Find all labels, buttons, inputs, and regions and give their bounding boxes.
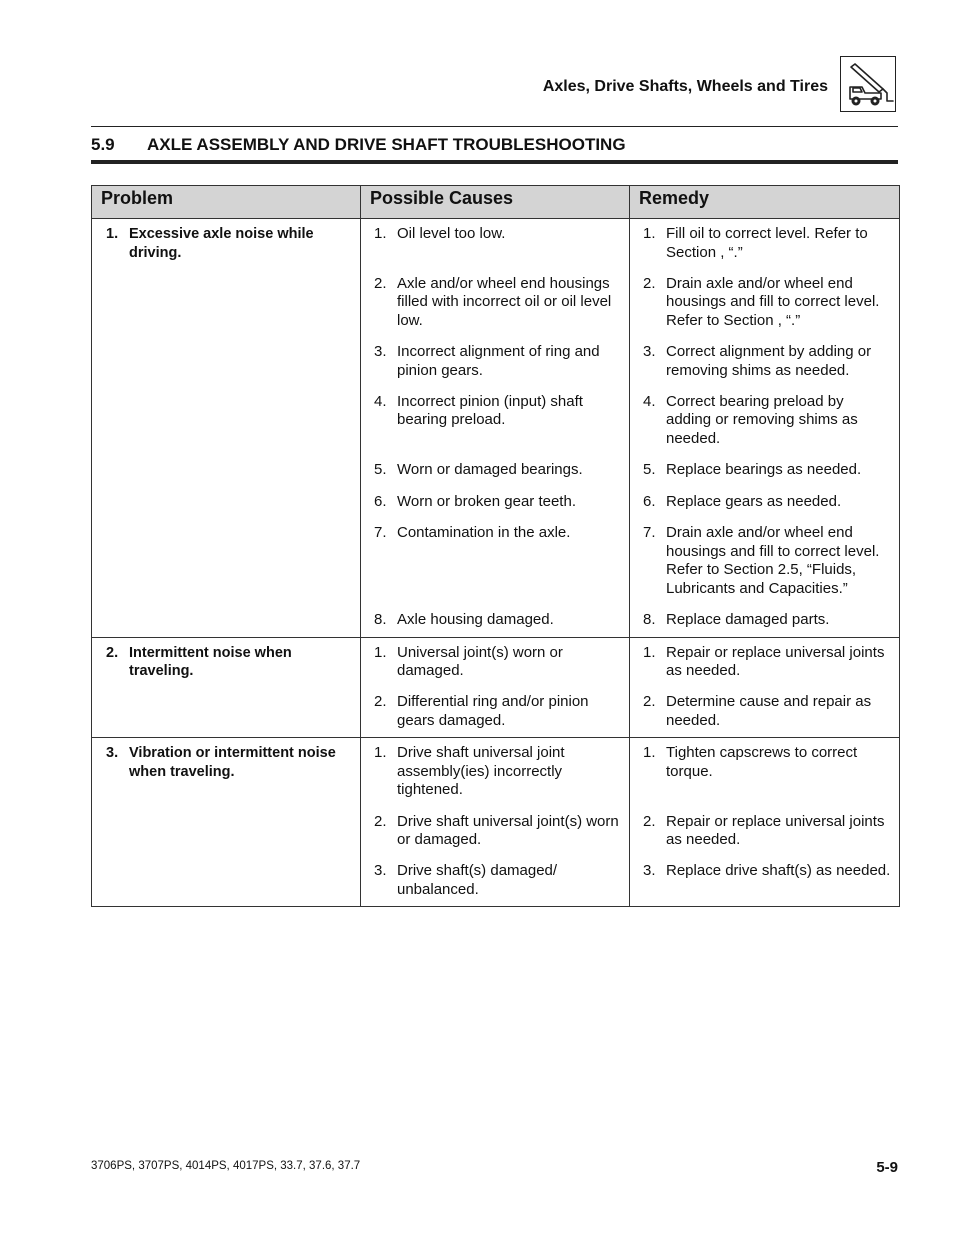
- cause-item: [361, 644, 629, 681]
- telehandler-icon: [840, 56, 896, 112]
- cause-text: Axle housing damaged.: [397, 610, 554, 628]
- cause-number: 6.: [374, 492, 387, 510]
- causes-cell: [361, 219, 630, 638]
- cause-text: Contamination in the axle.: [397, 524, 571, 541]
- remedy-item: [630, 225, 899, 262]
- cause-number: 2.: [374, 693, 387, 710]
- cause-item: [361, 393, 629, 449]
- cause-number: 3.: [374, 862, 387, 879]
- chapter-title: Axles, Drive Shafts, Wheels and Tires: [542, 78, 828, 95]
- problem-number: 1.: [106, 226, 119, 242]
- remedy-text: Repair or replace universal joints as needed.: [666, 812, 885, 848]
- header-rule: [91, 126, 898, 127]
- remedy-item: [630, 813, 899, 850]
- remedy-item: [630, 693, 899, 730]
- section-heading: [91, 135, 626, 155]
- table-row: [92, 738, 900, 907]
- remedy-item: [630, 644, 899, 681]
- problem-text: Vibration or intermittent noise when traveling.: [129, 745, 336, 780]
- remedy-text: Replace bearings as needed.: [666, 461, 862, 478]
- remedy-number: 5.: [643, 461, 656, 478]
- remedy-item: [630, 744, 899, 800]
- cause-number: 8.: [374, 610, 387, 628]
- remedy-cell: [630, 738, 900, 907]
- causes-cell: [361, 738, 630, 907]
- cause-item: [361, 813, 629, 850]
- remedy-number: 2.: [643, 274, 656, 292]
- cause-text: Drive shaft universal joint(s) worn or damaged.: [397, 812, 619, 848]
- column-header-problem: Problem: [92, 186, 361, 219]
- remedy-number: 2.: [643, 693, 656, 710]
- cause-item: [361, 493, 629, 512]
- column-header-causes: Possible Causes: [361, 186, 630, 219]
- remedy-item: [630, 862, 899, 899]
- remedy-cell: [630, 219, 900, 638]
- section-number: 5.9: [91, 135, 115, 154]
- cause-text: Axle and/or wheel end housings filled with incorrect oil or oil level low.: [397, 274, 612, 329]
- table-header-row: [92, 186, 900, 219]
- footer-models: 3706PS, 3707PS, 4014PS, 4017PS, 33.7, 37.6, 37.7: [91, 1160, 361, 1172]
- remedy-number: 1.: [643, 643, 656, 661]
- remedy-number: 1.: [643, 744, 656, 761]
- remedy-text: Repair or replace universal joints as needed.: [666, 643, 885, 679]
- cause-text: Drive shaft(s) damaged/ unbalanced.: [397, 862, 558, 898]
- cause-number: 5.: [374, 461, 387, 478]
- problem-item: [92, 744, 360, 781]
- remedy-number: 4.: [643, 392, 656, 410]
- page-number: 5-9: [876, 1159, 898, 1176]
- remedy-item: [630, 524, 899, 598]
- remedy-text: Drain axle and/or wheel end housings and fill to correct level. Refer to Section 2.5, “Fluids, Lubricants and Capacities.”: [666, 524, 880, 597]
- table-row: [92, 219, 900, 638]
- cause-item: [361, 461, 629, 480]
- cause-number: 1.: [374, 225, 387, 242]
- cause-text: Differential ring and/or pinion gears damaged.: [397, 693, 589, 729]
- remedy-text: Correct bearing preload by adding or removing shims as needed.: [666, 392, 858, 447]
- problem-text: Excessive axle noise while driving.: [129, 226, 314, 261]
- remedy-text: Correct alignment by adding or removing shims as needed.: [666, 343, 872, 379]
- cause-item: [361, 225, 629, 262]
- cause-item: [361, 611, 629, 630]
- cause-text: Oil level too low.: [397, 225, 506, 242]
- remedy-text: Replace gears as needed.: [666, 492, 842, 510]
- cause-text: Worn or broken gear teeth.: [397, 492, 576, 510]
- cause-text: Universal joint(s) worn or damaged.: [397, 643, 563, 679]
- cause-number: 7.: [374, 524, 387, 541]
- cause-text: Worn or damaged bearings.: [397, 461, 583, 478]
- remedy-item: [630, 393, 899, 449]
- causes-cell: [361, 637, 630, 738]
- remedy-text: Tighten capscrews to correct torque.: [666, 744, 858, 780]
- remedy-item: [630, 611, 899, 630]
- cause-item: [361, 693, 629, 730]
- remedy-number: 2.: [643, 812, 656, 830]
- cause-item: [361, 744, 629, 800]
- remedy-item: [630, 461, 899, 480]
- remedy-number: 1.: [643, 225, 656, 242]
- cause-number: 1.: [374, 744, 387, 761]
- remedy-text: Replace drive shaft(s) as needed.: [666, 862, 891, 879]
- problem-number: 2.: [106, 644, 119, 661]
- remedy-number: 8.: [643, 610, 656, 628]
- remedy-text: Replace damaged parts.: [666, 610, 830, 628]
- troubleshooting-table: [91, 185, 900, 907]
- remedy-text: Fill oil to correct level. Refer to Section , “.”: [666, 225, 868, 261]
- section-rule: [91, 160, 898, 164]
- cause-number: 4.: [374, 392, 387, 410]
- remedy-text: Drain axle and/or wheel end housings and fill to correct level. Refer to Section , “.”: [666, 274, 880, 329]
- problem-item: [92, 225, 360, 262]
- remedy-text: Determine cause and repair as needed.: [666, 693, 872, 729]
- cause-number: 1.: [374, 643, 387, 661]
- problem-cell: [92, 219, 361, 638]
- table-row: [92, 637, 900, 738]
- remedy-cell: [630, 637, 900, 738]
- remedy-number: 3.: [643, 862, 656, 879]
- remedy-item: [630, 275, 899, 331]
- cause-number: 2.: [374, 274, 387, 292]
- cause-text: Drive shaft universal joint assembly(ies) incorrectly tightened.: [397, 744, 565, 798]
- cause-item: [361, 275, 629, 331]
- cause-text: Incorrect alignment of ring and pinion gears.: [397, 343, 600, 379]
- section-title: AXLE ASSEMBLY AND DRIVE SHAFT TROUBLESHOOTING: [147, 135, 626, 154]
- problem-cell: [92, 738, 361, 907]
- cause-item: [361, 524, 629, 598]
- remedy-number: 7.: [643, 524, 656, 541]
- problem-text: Intermittent noise when traveling.: [129, 644, 292, 679]
- remedy-item: [630, 343, 899, 380]
- cause-number: 3.: [374, 343, 387, 360]
- remedy-number: 3.: [643, 343, 656, 360]
- problem-item: [92, 644, 360, 681]
- cause-number: 2.: [374, 812, 387, 830]
- remedy-number: 6.: [643, 492, 656, 510]
- remedy-item: [630, 493, 899, 512]
- problem-number: 3.: [106, 745, 119, 761]
- cause-item: [361, 343, 629, 380]
- problem-cell: [92, 637, 361, 738]
- cause-item: [361, 862, 629, 899]
- column-header-remedy: Remedy: [630, 186, 900, 219]
- cause-text: Incorrect pinion (input) shaft bearing preload.: [397, 392, 583, 428]
